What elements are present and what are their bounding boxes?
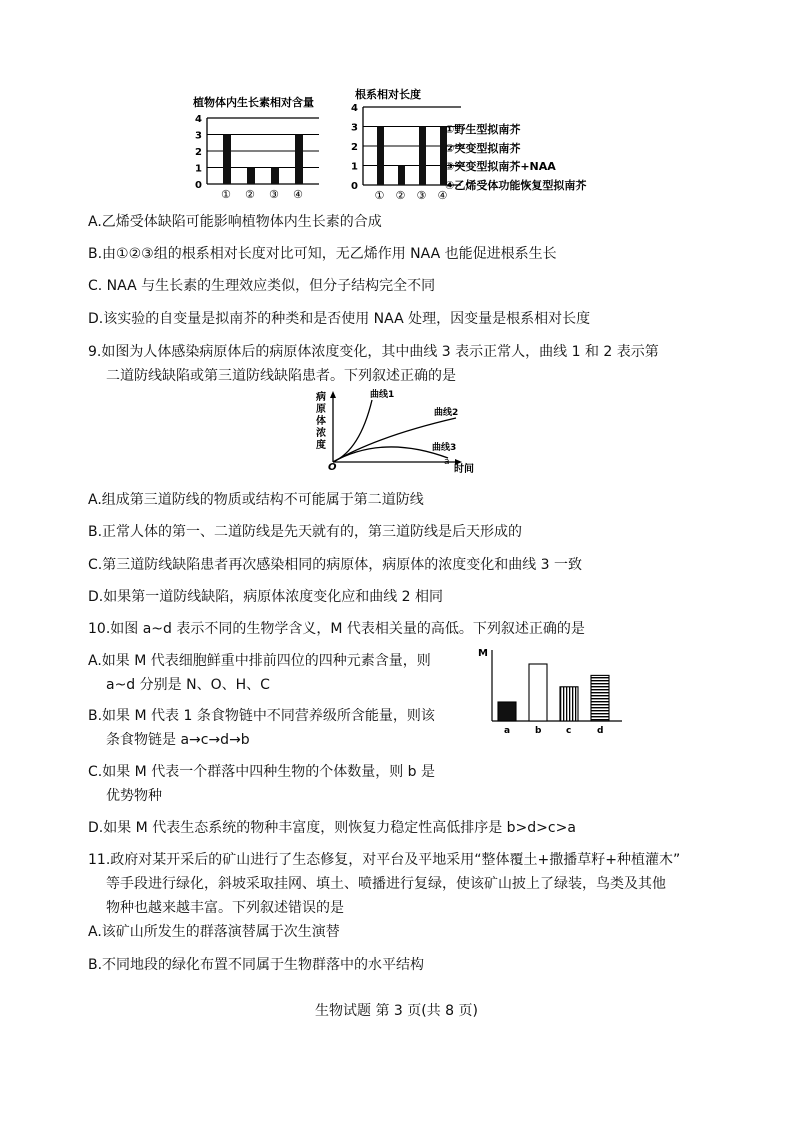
x-tick-label: ③ [416, 189, 427, 202]
x-tick-label: ① [374, 189, 385, 202]
q9-option-b: B.正常人体的第一、二道防线是先天就有的，第三道防线是后天形成的 [88, 524, 523, 540]
q11-option-b: B.不同地段的绿化布置不同属于生物群落中的水平结构 [88, 957, 425, 973]
y-tick-label: 3 [195, 130, 202, 142]
chart-title: 植物体内生长素相对含量 [193, 96, 314, 109]
bar [271, 168, 279, 185]
x-tick-label: a [504, 726, 511, 736]
q10-option-a-line2: a~d 分别是 N、O、H、C [106, 677, 270, 693]
y-axis-label: M [478, 648, 488, 659]
q10-option-a-line1: A.如果 M 代表细胞鲜重中排前四位的四种元素含量，则 [88, 653, 431, 669]
y-tick-label: 4 [351, 103, 358, 114]
curve-2 [333, 418, 456, 462]
q10-option-b-line1: B.如果 M 代表 1 条食物链中不同营养级所含能量，则该 [88, 708, 435, 724]
y-axis-label [315, 390, 326, 451]
legend-item-4: ④乙烯受体功能恢复型拟南芥 [445, 179, 587, 192]
y-tick-label: 2 [195, 147, 202, 158]
legend-item-2: ②突变型拟南芥 [445, 142, 521, 155]
bar [560, 687, 578, 721]
curve-2-label: 曲线2 [434, 408, 459, 418]
q9-stem-line1: 9.如图为人体感染病原体后的病原体浓度变化，其中曲线 3 表示正常人，曲线 1 和 2 表示第 [88, 344, 659, 360]
y-axis-arrow [330, 391, 336, 398]
y-tick-label: 3 [351, 122, 358, 134]
bar [377, 127, 384, 186]
bar [498, 702, 516, 721]
q9-option-d: D.如果第一道防线缺陷，病原体浓度变化应和曲线 2 相同 [88, 589, 444, 605]
q10-option-c-line2: 优势物种 [106, 788, 162, 804]
y-tick-label: 0 [351, 181, 358, 192]
chart-title: 根系相对长度 [355, 88, 421, 101]
q8-option-c: C. NAA 与生长素的生理效应类似，但分子结构完全不同 [88, 278, 436, 294]
q9-stem-line2: 二道防线缺陷或第三道防线缺陷患者。下列叙述正确的是 [106, 368, 456, 384]
m-value-chart [476, 644, 626, 736]
q8-option-b: B.由①②③组的根系相对长度对比可知，无乙烯作用 NAA 也能促进根系生长 [88, 246, 557, 262]
q9-option-a: A.组成第三道防线的物质或结构不可能属于第二道防线 [88, 492, 424, 508]
x-tick-label: ② [245, 188, 255, 201]
y-tick-label: 4 [195, 114, 202, 125]
y-tick-label: 2 [351, 142, 358, 153]
bar [591, 675, 609, 721]
curve-1-label: 曲线1 [370, 390, 395, 400]
curve-3-label: 曲线3 [432, 443, 457, 453]
x-tick-label: b [535, 726, 542, 736]
y-tick-label: 1 [351, 161, 358, 173]
auxin-content-chart [185, 92, 335, 204]
x-tick-label: ① [221, 188, 231, 201]
x-axis-label: 时间 [454, 464, 474, 475]
page-footer: 生物试题 第 3 页(共 8 页) [315, 1003, 478, 1019]
x-tick-label: ③ [269, 188, 279, 201]
legend-item-3: ③突变型拟南芥+NAA [445, 160, 556, 173]
svg-text:病原体浓度: 病原体浓度 [316, 392, 326, 451]
bar [295, 135, 303, 185]
origin-label: O [328, 462, 337, 473]
x-tick-label: ② [395, 189, 406, 202]
x-tick-label: ④ [293, 188, 303, 201]
bar [529, 664, 547, 721]
x-tick-label: c [566, 726, 572, 736]
y-tick-label: 1 [195, 163, 202, 175]
root-length-chart [345, 85, 615, 203]
pathogen-concentration-chart [308, 386, 488, 478]
q11-stem-line3: 物种也越来越丰富。下列叙述错误的是 [106, 900, 344, 916]
q10-option-c-line1: C.如果 M 代表一个群落中四种生物的个体数量，则 b 是 [88, 764, 435, 780]
x-tick-label: ④ [437, 189, 448, 202]
q10-stem: 10.如图 a~d 表示不同的生物学含义，M 代表相关量的高低。下列叙述正确的是 [88, 621, 585, 637]
y-tick-label: 0 [195, 180, 202, 191]
q11-stem-line2: 等手段进行绿化，斜坡采取挂网、填土、喷播进行复绿，使该矿山披上了绿装，鸟类及其他 [106, 876, 666, 892]
bar [223, 135, 231, 185]
legend-item-1: ①野生型拟南芥 [445, 123, 521, 136]
q8-option-d: D.该实验的自变量是拟南芥的种类和是否使用 NAA 处理，因变量是根系相对长度 [88, 311, 591, 327]
bar [419, 127, 426, 186]
x-tick-label: d [597, 726, 604, 736]
q9-option-c: C.第三道防线缺陷患者再次感染相同的病原体，病原体的浓度变化和曲线 3 一致 [88, 557, 583, 573]
q10-option-b-line2: 条食物链是 a→c→d→b [106, 732, 250, 748]
q10-option-d: D.如果 M 代表生态系统的物种丰富度，则恢复力稳定性高低排序是 b>d>c>a [88, 820, 576, 836]
q11-stem-line1: 11.政府对某开采后的矿山进行了生态修复，对平台及平地采用“整体覆土+撒播草籽+种植灌木” [88, 852, 681, 868]
bar [247, 168, 255, 185]
x-end-label: a [444, 457, 450, 467]
q11-option-a: A.该矿山所发生的群落演替属于次生演替 [88, 924, 340, 940]
bar [398, 166, 405, 186]
q8-option-a: A.乙烯受体缺陷可能影响植物体内生长素的合成 [88, 214, 382, 230]
